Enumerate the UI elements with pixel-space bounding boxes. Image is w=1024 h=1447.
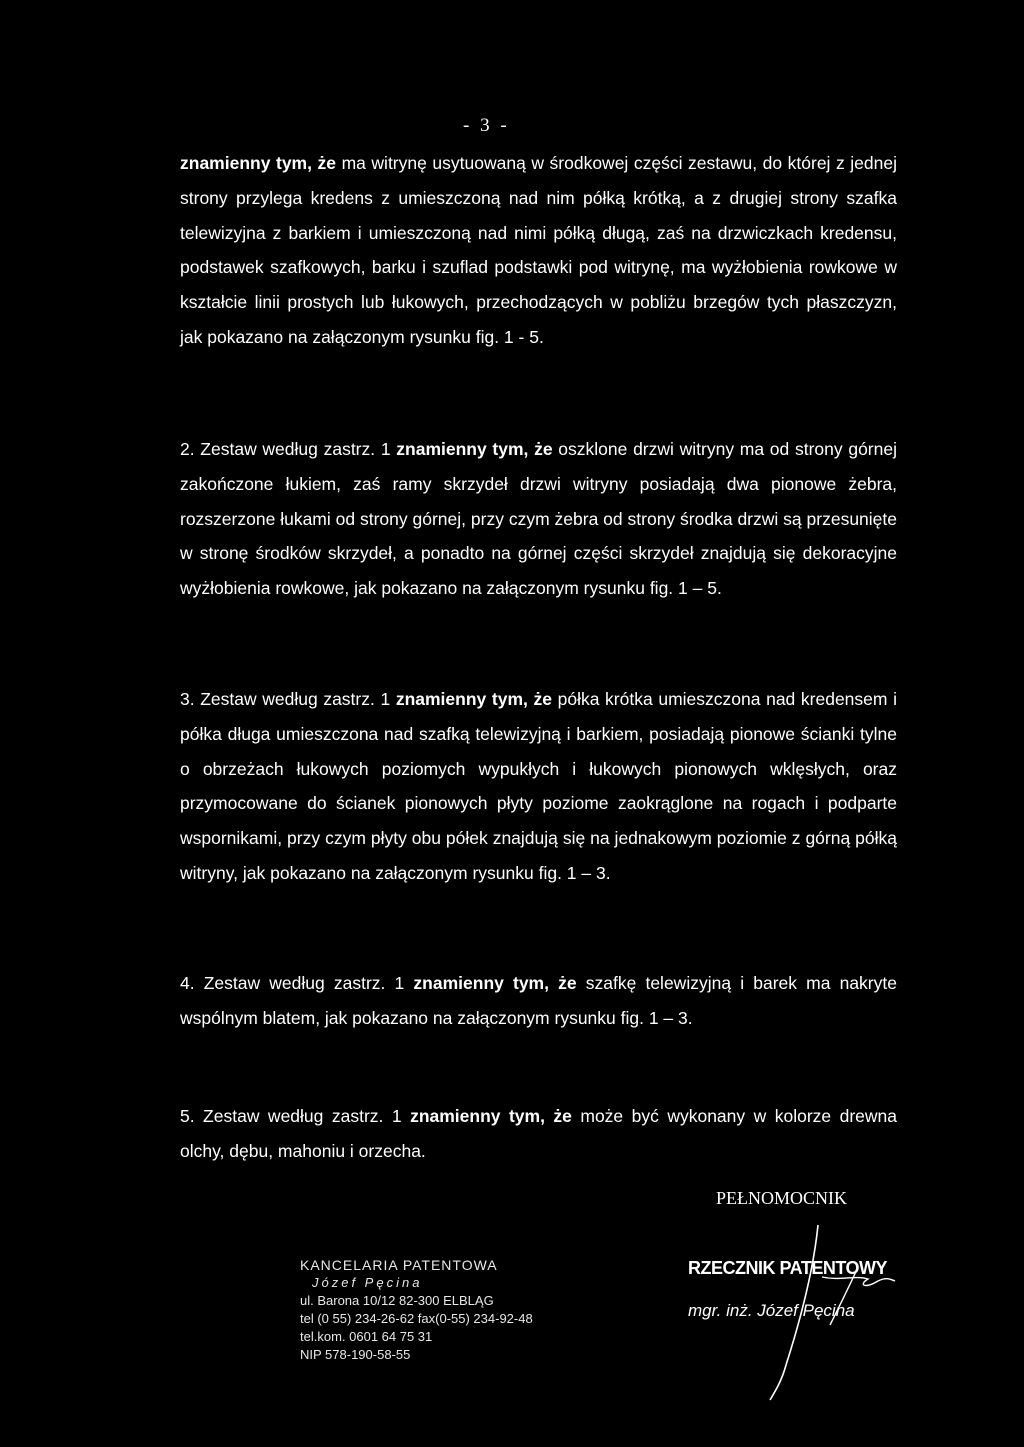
claim-5 bbox=[180, 1099, 897, 1169]
claim-2 bbox=[180, 432, 897, 606]
office-stamp bbox=[300, 1256, 600, 1364]
claim-prefix: 5. Zestaw według zastrz. 1 bbox=[180, 1106, 411, 1126]
stamp-line: ul. Barona 10/12 82-300 ELBLĄG bbox=[300, 1293, 494, 1308]
claim-text: oszklone drzwi witryny ma od strony górnej zakończone łukiem, zaś ramy skrzydeł drzwi witryny posiadają dwa pionowe żebra, rozszerzone łukami od strony górnej, przy czym żebra od strony środka drzwi są przesunięte w stronę środków skrzydeł, a ponadto na górnej części skrzydeł znajdują się dekoracyjne wyżłobienia rowkowe, jak pokazano na załączonym rysunku fig. 1 – 5. bbox=[180, 439, 897, 599]
stamp-line: mgr. inż. Józef Pęcina bbox=[688, 1301, 855, 1320]
stamp-line: Józef Pęcina bbox=[312, 1275, 423, 1290]
stamp-line: tel.kom. 0601 64 75 31 bbox=[300, 1329, 433, 1344]
claim-prefix: 2. Zestaw według zastrz. 1 bbox=[180, 439, 397, 459]
claim-4 bbox=[180, 966, 897, 1036]
claim-text: szafkę telewizyjną i barek ma nakryte wspólnym blatem, jak pokazano na załączonym rysunku fig. 1 – 3. bbox=[180, 973, 897, 1028]
stamp-line: RZECZNIK PATENTOWY bbox=[688, 1258, 887, 1278]
signature-title: PEŁNOMOCNIK bbox=[716, 1188, 848, 1208]
page-number: - 3 - bbox=[463, 115, 510, 136]
stamp-line: NIP 578-190-58-55 bbox=[300, 1347, 411, 1362]
claim-lead: znamienny tym, że bbox=[410, 1106, 572, 1126]
stamp-line: KANCELARIA PATENTOWA bbox=[300, 1257, 498, 1273]
claim-1 bbox=[180, 146, 897, 355]
claim-lead: znamienny tym, że bbox=[413, 973, 577, 993]
stamp-line: tel (0 55) 234-26-62 fax(0-55) 234-92-48 bbox=[300, 1311, 533, 1326]
claim-prefix: 4. Zestaw według zastrz. 1 bbox=[180, 973, 414, 993]
attorney-stamp bbox=[688, 1258, 918, 1321]
claim-text: półka krótka umieszczona nad kredensem i półka długa umieszczona nad szafką telewizyjną i barkiem, posiadają pionowe ścianki tylne o obrzeżach łukowych poziomych wypukłych i łukowych pionowych wklęsłych, oraz przymocowane do ścianek pionowych płyty poziome zaokrąglone na rogach i podparte wspornikami, przy czym płyty obu półek znajdują się na jednakowym poziomie z górną półką witryny, jak pokazano na załączonym rysunku fig. 1 – 3. bbox=[180, 689, 897, 883]
claim-text: ma witrynę usytuowaną w środkowej części zestawu, do której z jednej strony przylega kredens z umieszczoną nad nim półką krótką, a z drugiej strony szafka telewizyjna z barkiem i umieszczoną nad nimi półką długą, zaś na drzwiczkach kredensu, podstawek szafkowych, barku i szuflad podstawki pod witrynę, ma wyżłobienia rowkowe w kształcie linii prostych lub łukowych, przechodzących w pobliżu brzegów tych płaszczyzn, jak pokazano na załączonym rysunku fig. 1 - 5. bbox=[180, 153, 898, 347]
claim-lead: znamienny tym, że bbox=[396, 439, 553, 459]
claim-prefix: 3. Zestaw według zastrz. 1 bbox=[180, 689, 396, 709]
claim-lead: znamienny tym, że bbox=[180, 153, 337, 173]
claim-3 bbox=[180, 682, 897, 891]
claim-lead: znamienny tym, że bbox=[395, 689, 552, 709]
claim-text: może być wykonany w kolorze drewna olchy, dębu, mahoniu i orzecha. bbox=[180, 1106, 897, 1161]
